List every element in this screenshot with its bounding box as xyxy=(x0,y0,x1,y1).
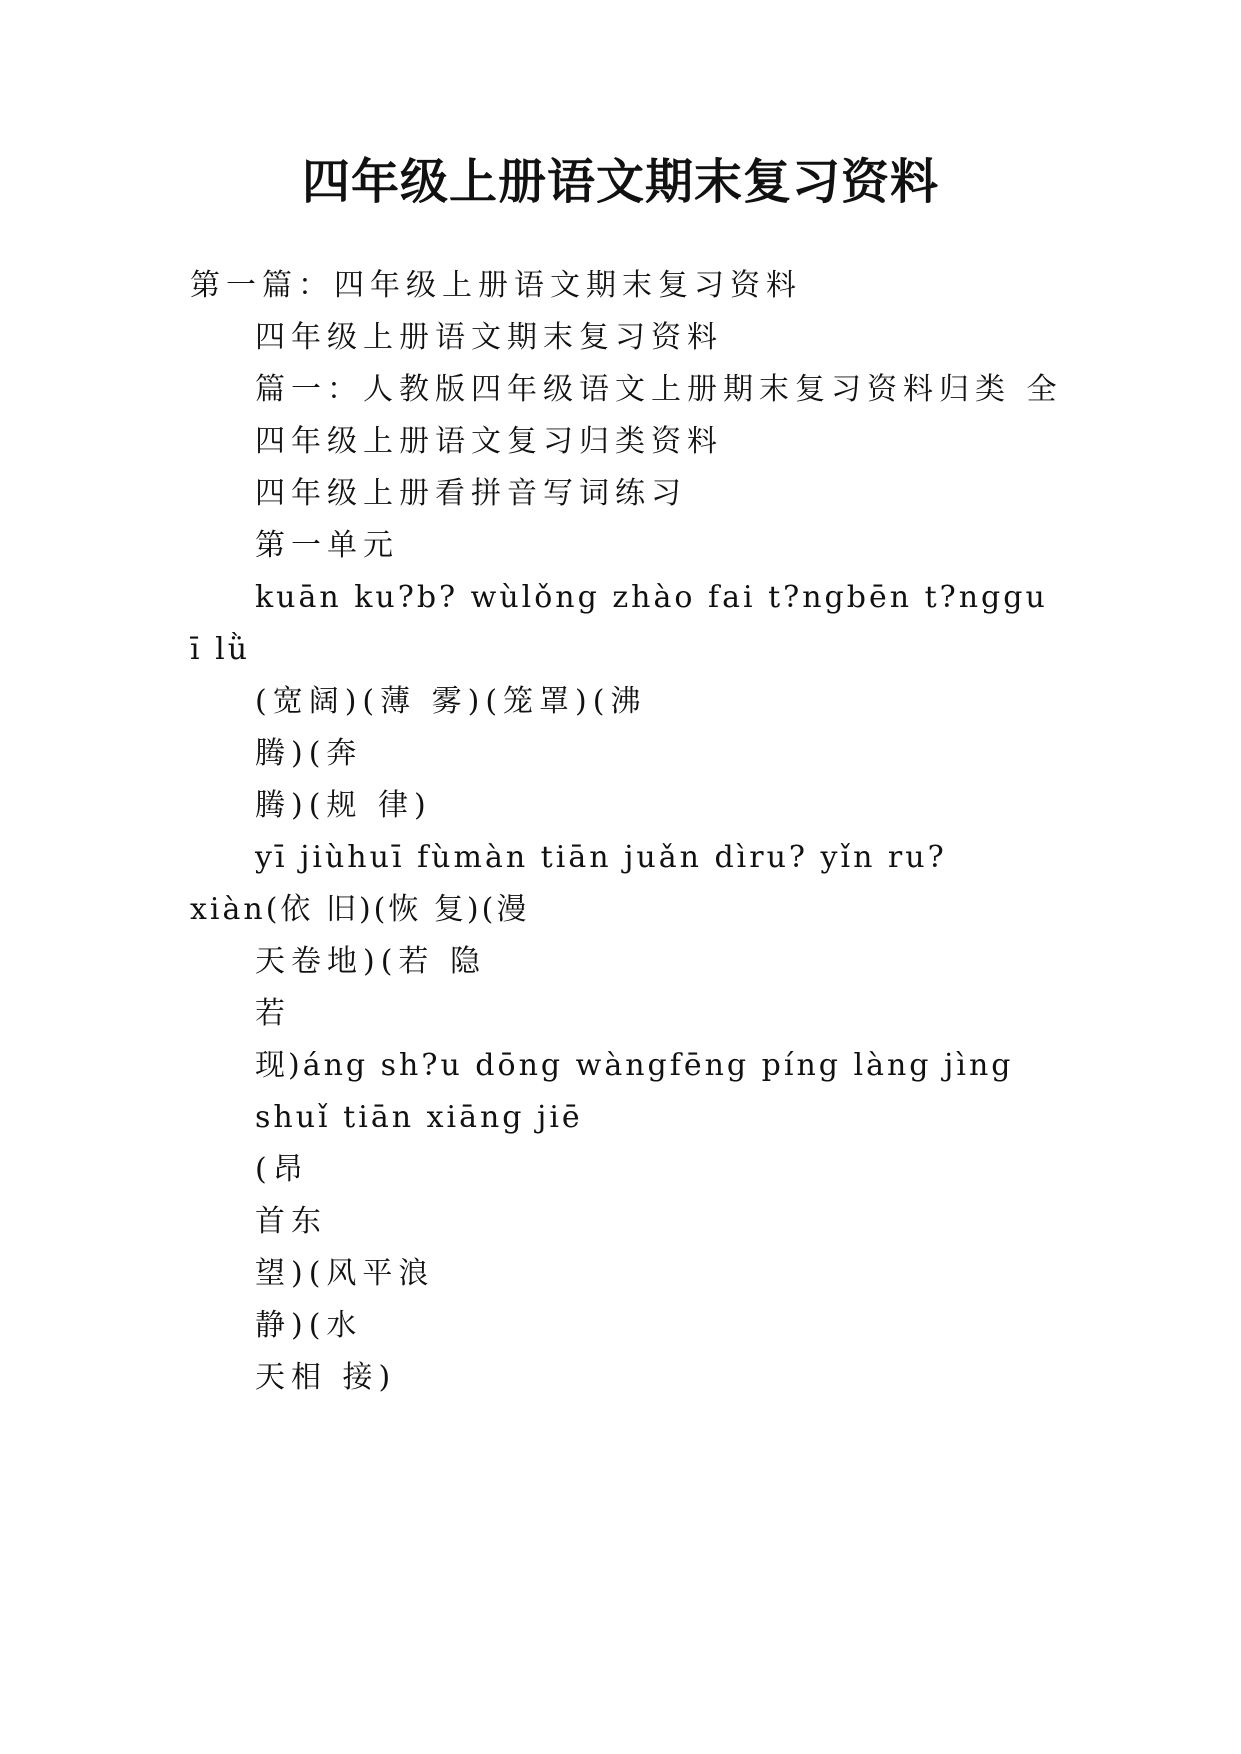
document-title: 四年级上册语文期末复习资料 xyxy=(301,154,939,210)
word-line: (宽阔)(薄 雾)(笼罩)(沸 xyxy=(255,684,647,719)
text-line: 四年级上册看拼音写词练习 xyxy=(255,476,687,511)
word-line: 望)(风平浪 xyxy=(255,1256,435,1291)
word-line: 腾)(奔 xyxy=(255,736,363,771)
subtitle-line: 四年级上册语文期末复习资料 xyxy=(255,320,723,355)
word-line: 静)(水 xyxy=(255,1308,363,1343)
word-line: 若 xyxy=(255,996,291,1031)
section-heading: 第一篇：四年级上册语文期末复习资料 xyxy=(190,268,802,303)
pinyin-line: shuǐ tiān xiāng jiē xyxy=(255,1100,583,1135)
unit-heading: 第一单元 xyxy=(255,528,399,563)
pinyin-line: kuān ku?b? wùlǒng zhào fai t?ngbēn t?nggu xyxy=(255,580,1048,615)
text-line: 四年级上册语文复习归类资料 xyxy=(255,424,723,459)
article-heading: 篇一：人教版四年级语文上册期末复习资料归类 全 xyxy=(255,372,1063,407)
word-line: 天相 接) xyxy=(255,1360,397,1395)
pinyin-line: yī jiùhuī fùmàn tiān juǎn dìru? yǐn ru? xyxy=(255,840,947,875)
pinyin-word-line: xiàn(依 旧)(恢 复)(漫 xyxy=(190,892,530,927)
word-line: 腾)(规 律) xyxy=(255,788,432,823)
pinyin-line: ī lǜ xyxy=(190,632,251,667)
pinyin-word-line: 现)áng sh?u dōng wàngfēng píng làng jìng xyxy=(255,1048,1014,1083)
word-line: (昂 xyxy=(255,1152,309,1187)
word-line: 首东 xyxy=(255,1204,327,1239)
word-line: 天卷地)(若 隐 xyxy=(255,944,486,979)
